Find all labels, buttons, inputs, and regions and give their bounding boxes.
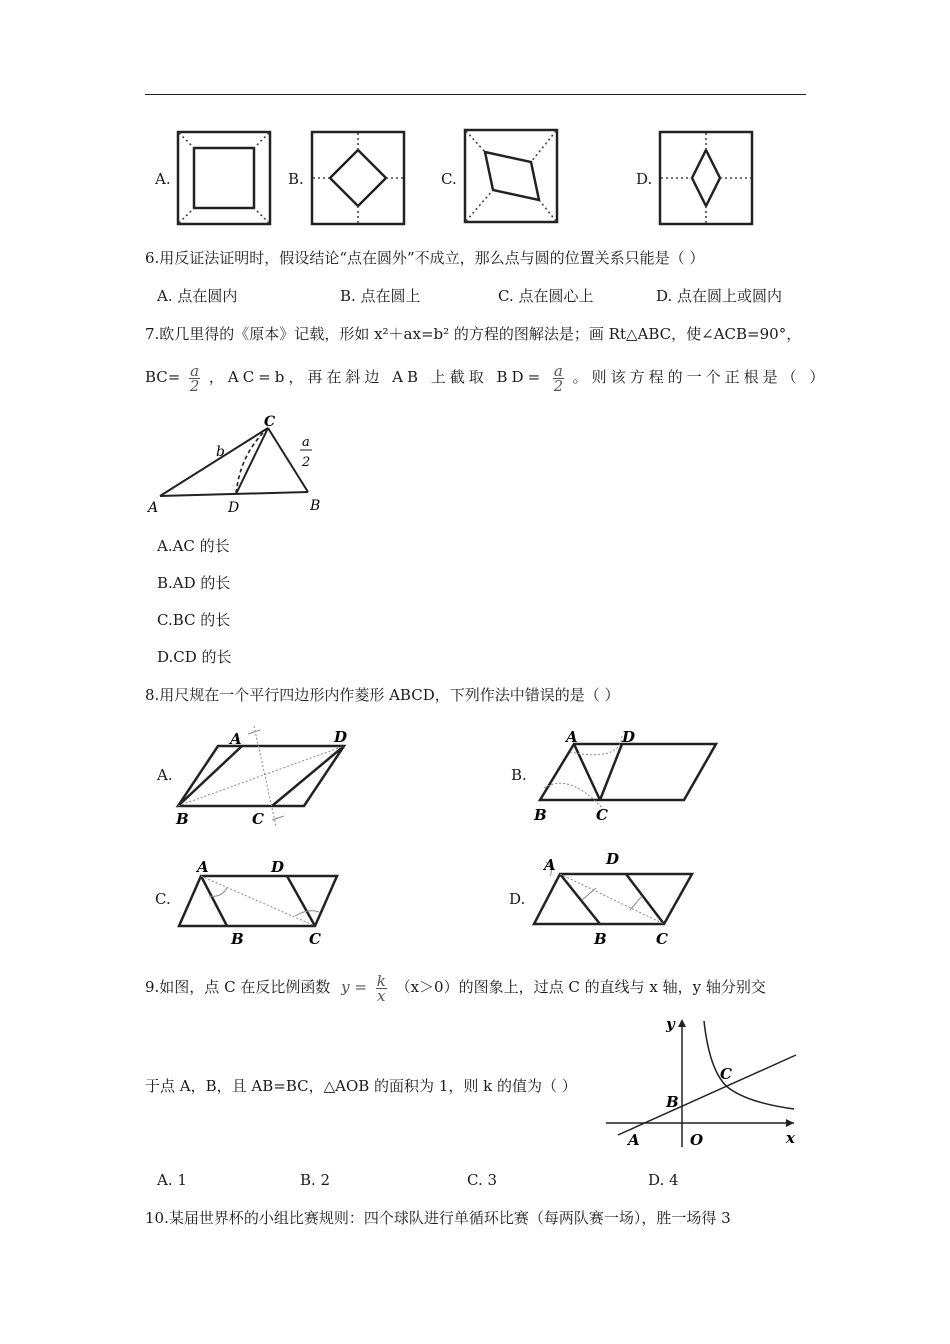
q8-option-a-figure <box>172 722 372 830</box>
q5-option-b-figure <box>310 130 406 226</box>
q8b-label-a: A <box>566 728 578 746</box>
q5-option-b-label: B. <box>288 170 304 188</box>
q8b-label-d: D <box>622 728 636 746</box>
q5-option-c-label: C. <box>441 170 457 188</box>
q9-label-c: C <box>720 1065 732 1083</box>
q9-label-b: B <box>666 1093 679 1111</box>
q6-option-d: D. 点在圆上或圆内 <box>656 287 783 305</box>
q5-option-a-label: A. <box>155 170 171 188</box>
q7-option-c: C.BC 的长 <box>157 611 231 629</box>
q7-bc-label: BC= <box>145 368 181 386</box>
q9-stem-pre: 9.如图，点 C 在反比例函数 <box>145 978 331 996</box>
q7-option-a: A.AC 的长 <box>157 537 230 555</box>
q7-label-d: D <box>228 500 240 516</box>
q8-option-c-label: C. <box>155 890 171 908</box>
q9-label-o: O <box>690 1131 704 1149</box>
q9-option-a: A. 1 <box>157 1171 187 1189</box>
q8-option-b-label: B. <box>511 766 527 784</box>
q7-fraction-a-over-2-second: $\frac{a}{2}$ <box>553 361 564 395</box>
q7-stem-line2 <box>145 360 828 394</box>
q8-stem: 8.用尺规在一个平行四边形内作菱形 ABCD，下列作法中错误的是（ ） <box>145 686 620 704</box>
q8a-label-b: B <box>176 810 189 828</box>
q8c-label-c: C <box>309 930 321 948</box>
q8-option-d-figure <box>530 848 700 948</box>
q9-label-y: y <box>666 1015 675 1033</box>
q10-stem: 10.某届世界杯的小组比赛规则：四个球队进行单循环比赛（每两队赛一场），胜一场得 3 <box>145 1209 731 1227</box>
q9-option-b: B. 2 <box>300 1171 331 1189</box>
q9-fraction-k-over-x: $\frac{k}{x}$ <box>376 971 386 1005</box>
header-rule <box>145 94 806 95</box>
q9-stem-line2: 于点 A，B，且 AB=BC，△AOB 的面积为 1，则 k 的值为（ ） <box>145 1077 577 1095</box>
q9-option-c: C. 3 <box>467 1171 498 1189</box>
q8a-label-a: A <box>230 730 242 748</box>
q9-stem-line1 <box>145 970 766 1004</box>
q9-y-eq: y = <box>341 978 367 996</box>
q6-stem: 6.用反证法证明时，假设结论“点在圆外”不成立，那么点与圆的位置关系只能是（ ） <box>145 249 705 267</box>
q6-option-c: C. 点在圆心上 <box>498 287 594 305</box>
q5-option-d-label: D. <box>636 170 653 188</box>
q7-label-a-num: a <box>302 435 310 450</box>
q7-fraction-a-over-2: $\frac{a}{2}$ <box>189 361 200 395</box>
q8d-label-c: C <box>656 930 668 948</box>
q7-label-a: A <box>148 500 159 516</box>
q8c-label-a: A <box>197 858 209 876</box>
q9-stem-post: （x＞0）的图象上，过点 C 的直线与 x 轴，y 轴分别交 <box>395 978 766 996</box>
q9-label-x: x <box>786 1129 795 1147</box>
q7-label-b-side: b <box>216 444 225 460</box>
q6-option-a: A. 点在圆内 <box>157 287 238 305</box>
q8d-label-d: D <box>606 850 620 868</box>
q8b-label-b: B <box>534 806 547 824</box>
q7-stem-tail: 。则该方程的一个正根是（ ） <box>572 368 829 386</box>
q8-option-b-figure <box>530 722 730 830</box>
q7-option-b: B.AD 的长 <box>157 574 231 592</box>
q5-option-a-figure <box>176 130 272 226</box>
q8-option-a-label: A. <box>157 766 173 784</box>
q8d-label-a: A <box>544 856 556 874</box>
q7-label-b: B <box>310 498 321 514</box>
q7-stem-mid: ，AC=b，再在斜边 AB 上截取 BD= <box>208 368 545 386</box>
q7-label-2-den: 2 <box>302 455 311 470</box>
q7-triangle-figure <box>140 410 340 520</box>
q9-label-a: A <box>628 1131 640 1149</box>
q9-graph <box>604 1015 804 1155</box>
q8a-label-c: C <box>252 810 264 828</box>
q8b-label-c: C <box>596 806 608 824</box>
q8c-label-b: B <box>231 930 244 948</box>
q7-label-c: C <box>264 414 276 430</box>
q6-option-b: B. 点在圆上 <box>340 287 421 305</box>
q5-option-c-figure <box>463 128 559 224</box>
q5-option-d-figure <box>658 130 754 226</box>
q9-option-d: D. 4 <box>648 1171 679 1189</box>
q8a-label-d: D <box>334 728 348 746</box>
q8d-label-b: B <box>594 930 607 948</box>
q8-option-c-figure <box>175 850 345 950</box>
q8c-label-d: D <box>271 858 285 876</box>
q7-option-d: D.CD 的长 <box>157 648 232 666</box>
q8-option-d-label: D. <box>509 890 526 908</box>
q7-stem-line1: 7.欧几里得的《原本》记载，形如 x²＋ax=b² 的方程的图解法是；画 Rt△ABC，使∠ACB=90°， <box>145 325 802 343</box>
